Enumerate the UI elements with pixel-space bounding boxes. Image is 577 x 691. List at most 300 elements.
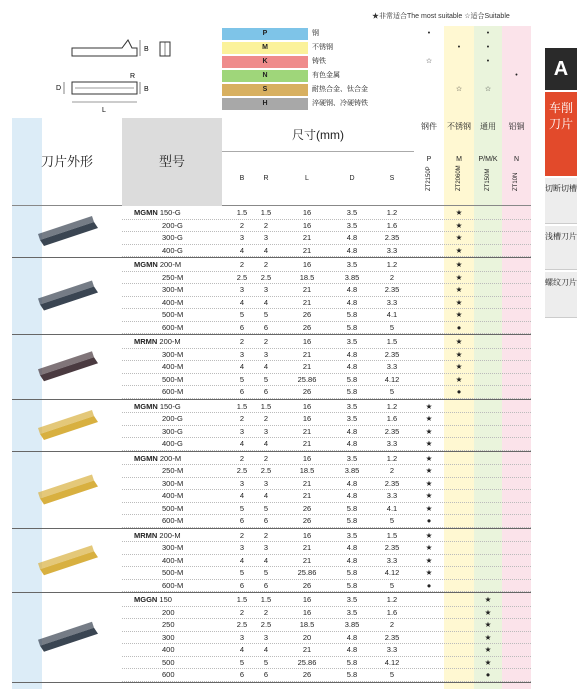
table-row [122,284,531,297]
dimension-cell: 2.5 [236,272,248,282]
dimension-cell: 5 [263,503,269,513]
grade-cell [444,503,474,515]
dimension-cell: 4.12 [384,657,400,667]
model-suffix: 150-G [159,208,181,217]
grade-cell [474,284,502,296]
grade-cell [444,542,474,554]
grade-cell [414,607,444,619]
dimension-cell: 5.8 [346,503,358,513]
dimension-cell: 5.8 [346,580,358,590]
grade-cell [502,220,531,232]
dimension-cell: 6 [239,387,245,396]
dimension-cell: 5.8 [346,374,358,384]
table-row [122,555,531,568]
material-desc: 铸铁 [312,58,326,65]
grade-cell [444,453,474,465]
model-prefix: MGMN [134,208,160,217]
grade-cell: ★ [425,453,433,463]
dimension-cell: 3 [263,426,269,436]
table-row [122,336,531,349]
grade-cell [444,426,474,438]
table-row [122,580,531,593]
dimension-cell: 2 [263,337,269,346]
grade-cell: ★ [455,233,463,242]
grade-name-n [510,168,522,206]
dimension-cell: 2 [239,337,245,346]
dimension-cell: 1.5 [260,401,272,411]
dimension-cell: 3.5 [346,530,358,540]
grade-cell [474,207,502,219]
material-desc: 耐热合金、钛合金 [312,86,368,93]
legend-text: ★非常适合The most suitable ☆适合Suitable [372,13,510,20]
dimension-cell: 5 [263,568,269,577]
material-code: P [222,28,308,40]
insert-photo [12,206,122,258]
table-row [122,309,531,322]
model-cell: 500-M [162,310,184,319]
dimension-cell: 5 [389,387,395,396]
grade-cell [502,669,531,681]
dimension-cell: 4 [263,555,269,565]
grade-cell [502,594,531,606]
insert-group [12,335,531,400]
dimension-cell: 3 [263,349,269,359]
grade-cell [474,478,502,490]
grade-cell [502,478,531,490]
insert-diagram-svg [12,26,222,118]
grade-mark: • [457,44,461,51]
model-suffix: 150 [159,595,172,604]
model-cell [122,207,222,219]
grade-cell [414,594,444,606]
grade-cell [502,657,531,669]
dimension-cell: 1.5 [260,595,272,604]
grade-cell: ★ [425,530,433,540]
grade-cell: ★ [455,208,463,217]
model-cell: 200 [162,607,175,617]
grade-cell [474,555,502,567]
grade-cell [502,284,531,296]
dimension-cell: 5.8 [346,387,358,396]
insert-photo [12,400,122,452]
grade-name-pmk [482,168,494,206]
dimension-cell: 21 [302,233,312,242]
dimension-cell: 4 [263,491,269,500]
table-row [122,619,531,632]
workpiece-material-grid [222,26,414,118]
svg-text:B: B [144,46,149,53]
grade-cell [474,542,502,554]
side-tab-shallow[interactable]: 浅槽刀片 [545,226,577,270]
dimension-cell: 2 [239,414,245,423]
grade-cell [502,322,531,334]
grade-cell [502,361,531,373]
grade-cell: ★ [455,260,463,269]
dimension-cell: 4.8 [346,645,358,654]
grade-cell [502,438,531,450]
dimension-cell: 5 [263,310,269,319]
dimension-cell: 6 [263,670,269,679]
model-cell: 600-M [162,322,184,332]
dimension-cell: 2.35 [384,349,400,359]
dimension-cell: 3.5 [346,595,358,604]
dimension-cell: 4.8 [346,285,358,294]
dimension-cell: 5 [239,657,245,667]
grade-cell [502,207,531,219]
dimension-cell: 2 [389,272,395,282]
model-suffix: 200-M [159,337,181,346]
dimension-cell: 1.5 [236,595,248,604]
dimension-cell: 4 [239,439,245,448]
dimension-cell: 21 [302,245,312,255]
grade-cell [502,349,531,361]
grade-cell: ★ [425,503,433,513]
model-suffix: 200-M [159,453,182,463]
table-row [122,272,531,285]
grade-cell [474,567,502,579]
dimension-cell: 16 [302,260,312,269]
grade-cell [474,322,502,334]
dimension-cell: 2.35 [384,426,400,436]
dimension-cell: 16 [302,414,312,423]
dimension-cell: 3.3 [386,362,398,371]
dimension-cell: 4 [263,297,269,307]
dimension-cell: 21 [302,439,312,448]
dimension-cell: 3.5 [346,414,358,423]
dimension-cell: 5.8 [346,516,358,525]
dim-header-r: R [263,175,269,182]
dimension-cell: 4.8 [346,297,358,307]
dimension-cell: 16 [302,208,312,217]
grade-cell [414,386,444,398]
grade-cell [414,207,444,219]
grade-mark [444,56,474,68]
model-cell: 500-M [162,568,184,577]
grade-cell [444,438,474,450]
grade-cell [444,567,474,579]
grade-cell [444,607,474,619]
model-cell: 300-M [162,478,184,488]
grade-cell [444,515,474,527]
dimension-cell: 4.8 [346,478,358,488]
dimension-cell: 5.8 [346,670,358,679]
model-suffix: 200-M [159,260,182,269]
table-row [122,465,531,478]
material-code: N [222,70,308,82]
table-row [122,386,531,399]
grade-cell: ★ [425,466,433,475]
model-cell [122,401,222,413]
dimension-cell: 2 [239,607,245,617]
grade-cell: ★ [455,349,463,359]
dimension-cell: 1.2 [386,260,398,269]
dimension-cell: 1.5 [386,530,398,540]
grade-cell [502,567,531,579]
model-cell: 600-M [162,580,184,590]
dimension-cell: 3.5 [346,260,358,269]
grade-cell: ★ [425,478,433,488]
svg-text:R: R [130,73,136,80]
svg-text:L: L [102,107,106,114]
grade-cell: ★ [425,414,433,423]
model-cell [122,594,222,606]
dimension-cell: 16 [302,530,312,540]
grade-cell [502,632,531,644]
grade-cell: ★ [484,657,492,667]
dimension-cell: 2 [239,220,245,230]
insert-photo [12,593,122,683]
dim-header-s: S [389,175,395,182]
grade-cell: ★ [425,491,433,500]
table-row [122,607,531,620]
model-cell: 300-M [162,349,184,359]
dimension-cell: 3 [239,543,245,552]
dimension-cell: 2 [263,220,269,230]
material-desc: 有色金属 [312,72,340,79]
dimension-cell: 4 [239,297,245,307]
grade-cell: ★ [455,220,463,230]
grade-cell: ★ [484,595,492,604]
side-tab-thread[interactable]: 螺纹刀片 [545,272,577,318]
material-desc: 淬硬钢、冷硬铸铁 [312,100,368,107]
dimension-cell: 26 [302,580,312,590]
material-row-m [222,42,414,54]
grade-cell: ★ [455,272,463,282]
dimension-cell: 3 [239,632,245,642]
insert-photo [12,529,122,594]
grade-cell: ★ [425,543,433,552]
grade-cell [414,644,444,656]
grade-cell [474,490,502,502]
dimension-cell: 2.5 [260,466,272,475]
table-row [122,438,531,451]
grade-cell [444,465,474,477]
material-row-h [222,98,414,110]
dimension-cell: 16 [302,607,312,617]
dimension-cell: 2.5 [236,466,248,475]
side-tab-turning[interactable]: 车削刀片 [545,92,577,176]
grade-cell: ● [426,580,432,590]
dimension-cell: 4.8 [346,439,358,448]
grade-cell [474,220,502,232]
dimension-cell: 16 [302,220,312,230]
grade-cell: ★ [455,337,463,346]
dimension-cell: 3 [263,285,269,294]
dimension-cell: 3 [263,543,269,552]
dimension-cell: 4.12 [384,568,400,577]
dimension-cell: 6 [263,387,269,396]
dimension-cell: 3.5 [346,453,358,463]
dimension-cell: 2.5 [260,620,272,629]
dimension-cell: 5.8 [346,568,358,577]
grade-mark: ☆ [455,86,463,93]
dimension-cell: 25.86 [297,657,317,667]
grade-cell [502,374,531,386]
table-row [122,426,531,439]
grade-cell: ● [485,670,491,679]
model-cell: 250-M [162,466,184,475]
table-row [122,232,531,245]
model-cell [122,530,222,542]
insert-group [12,452,531,529]
table-row [122,220,531,233]
dimension-cell: 16 [302,595,312,604]
grade-cell: ★ [455,310,463,319]
material-desc: 不锈钢 [312,44,333,51]
table-row [122,413,531,426]
grade-cell: ★ [425,401,433,411]
dimension-cell: 2 [263,607,269,617]
grade-cell [474,530,502,542]
model-cell: 400-G [162,439,183,448]
grade-cell: ★ [425,439,433,448]
dimension-cell: 1.5 [386,337,398,346]
grade-mark: ☆ [425,58,433,65]
grade-mat-pmk: P/M/K [478,156,498,163]
dimension-cell: 1.2 [386,401,398,411]
dimension-cell: 21 [302,645,312,654]
table-row [122,542,531,555]
table-row [122,297,531,310]
dimension-cell: 3 [263,233,269,242]
grade-cell [444,580,474,592]
material-row-k [222,56,414,68]
grade-cell: ★ [425,555,433,565]
dimension-cell: 3.85 [344,466,360,475]
dimension-cell: 3.5 [346,607,358,617]
dimension-cell: 3 [239,478,245,488]
dimension-cell: 6 [239,670,245,679]
grade-mat-n: N [513,156,520,163]
grade-cell [474,580,502,592]
table-header [12,26,531,206]
dimension-cell: 6 [239,516,245,525]
dimension-cell: 1.6 [386,220,398,230]
grade-cell [502,245,531,257]
dimension-cell: 1.2 [386,208,398,217]
grade-cell [502,297,531,309]
grade-cell [474,297,502,309]
grade-cell [502,232,531,244]
dimension-cell: 2 [239,530,245,540]
grade-mark [414,70,444,82]
grade-cell [502,580,531,592]
dimension-cell: 2 [263,453,269,463]
side-tab-grooving[interactable]: 切断切槽 [545,178,577,224]
grade-cell [444,413,474,425]
grade-mark [444,70,474,82]
table-row [122,490,531,503]
table-row [122,361,531,374]
grade-cell: ★ [484,645,492,654]
dimension-cell: 4 [263,439,269,448]
dimension-cell: 18.5 [299,272,315,282]
dimension-cell: 5 [389,516,395,525]
dimension-cell: 1.6 [386,414,398,423]
model-cell: 500-M [162,503,184,513]
grade-cell [502,555,531,567]
dimension-cell: 6 [263,580,269,590]
grade-cell [502,259,531,271]
model-cell: 200-G [162,220,183,230]
dimension-cell: 3 [239,349,245,359]
dimension-cell: 5.8 [346,310,358,319]
model-prefix: MGMN [134,401,160,411]
grade-cell [474,515,502,527]
grade-cell [502,413,531,425]
dimension-cell: 4.8 [346,555,358,565]
grade-cell [414,245,444,257]
insert-group [12,593,531,683]
material-code: S [222,84,308,96]
dimension-cell: 2 [239,453,245,463]
grade-mark: • [486,30,490,37]
dim-header-d: D [349,175,355,182]
grade-cell [474,272,502,284]
grade-mark: • [427,30,431,37]
grade-name-p [423,168,435,206]
grade-mat-m: M [456,156,462,163]
table-row [122,453,531,466]
dimension-cell: 3 [239,426,245,436]
grade-cell: ★ [455,374,463,384]
dimension-cell: 3.5 [346,401,358,411]
model-cell: 400-M [162,555,184,565]
grade-cell [502,386,531,398]
dimension-cell: 21 [302,491,312,500]
dim-header-b: B [239,175,245,182]
table-row [122,478,531,491]
dimension-cell: 16 [302,401,312,411]
grade-cell [474,349,502,361]
model-cell: 600-M [162,516,184,525]
table-row [122,644,531,657]
model-cell [122,453,222,465]
dimension-cell: 2 [263,530,269,540]
grade-cell [502,309,531,321]
model-cell: 250-M [162,272,184,282]
dimension-cell: 3.3 [386,555,398,565]
dimension-cell: 4.12 [384,374,400,384]
model-cell: 400-M [162,297,184,307]
dimension-cell: 4 [263,362,269,371]
model-cell: 400-G [162,245,183,255]
dimension-cell: 4.1 [386,310,398,319]
grade-cell [502,465,531,477]
insert-photo [12,258,122,335]
grade-cell [474,361,502,373]
grade-cell [502,644,531,656]
model-cell: 300 [162,632,175,642]
dimension-cell: 5 [389,580,395,590]
dimension-cell: 2.5 [236,620,248,629]
dimension-cell: 26 [302,670,312,679]
grade-cell [444,644,474,656]
insert-group [12,206,531,258]
model-suffix: 150-G [159,401,181,411]
dimension-cell: 6 [263,516,269,525]
grade-cell [474,401,502,413]
dimension-cell: 2 [263,414,269,423]
dimension-cell: 3.5 [346,337,358,346]
dim-header-l: L [305,175,309,182]
dimension-cell: 4 [263,245,269,255]
dimension-cell: 1.5 [236,208,248,217]
model-cell: 300-G [162,426,183,436]
grade-cell [414,297,444,309]
grade-cell [502,401,531,413]
grade-cell [414,322,444,334]
